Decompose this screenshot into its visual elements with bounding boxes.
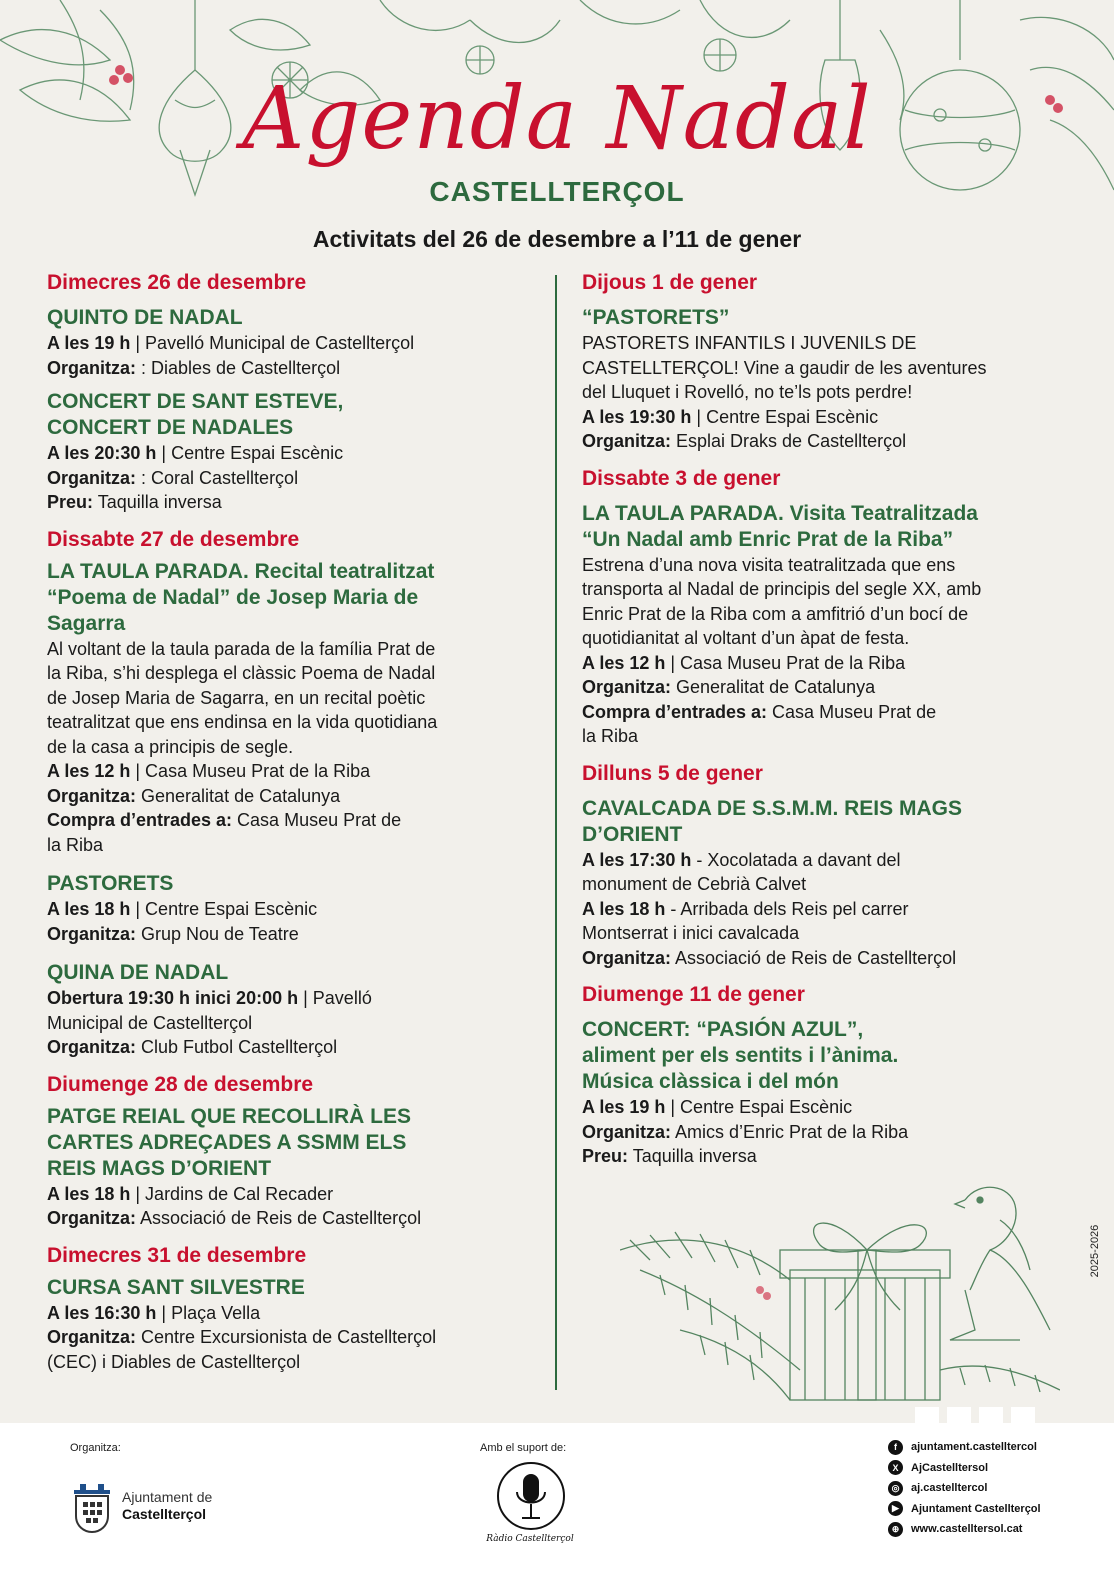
left-column	[47, 270, 537, 1374]
day-heading: Dimecres 26 de desembre	[47, 271, 307, 294]
event-organizer: Organitza: Grup Nou de Teatre	[47, 923, 299, 944]
event-time: A les 16:30 h | Plaça Vella	[47, 1302, 261, 1323]
social-youtube[interactable]: ▶ Ajuntament Castellterçol	[888, 1499, 1041, 1520]
social-links	[888, 1437, 1041, 1540]
event-organizer: Organitza: : Coral Castellterçol	[47, 467, 299, 488]
event-description: Estrena d’una nova visita teatralitzada que ens transporta al Nadal de principis del segle XX, amb Enric Prat de la Riba com a amfitrió d’un bocí de quotidianitat al voltant d’un àpat de festa.	[582, 554, 982, 648]
facebook-icon: f	[888, 1440, 903, 1455]
column-divider	[555, 275, 557, 1390]
event-organizer: Organitza: Associació de Reis de Castellterçol	[582, 947, 957, 968]
event-title: QUINTO DE NADAL	[47, 306, 243, 329]
radio-microphone-icon	[496, 1462, 566, 1534]
event-organizer: Organitza: Esplai Draks de Castellterçol	[582, 431, 907, 451]
event-time: Obertura 19:30 h inici 20:00 h | Pavelló Municipal de Castellterçol	[47, 988, 372, 1033]
white-block	[915, 1407, 939, 1423]
day-heading: Dilluns 5 de gener	[582, 761, 763, 785]
white-block	[979, 1407, 1003, 1423]
event-time: A les 19:30 h | Centre Espai Escènic	[582, 406, 879, 427]
event-description: Al voltant de la taula parada de la família Prat de la Riba, s’hi desplega el clàssic Poema de Nadal de Josep Maria de Sagarra, en un recital poètic teatralitzat que ens endinsa en la vida quotidiana de la casa a principis de segle.	[47, 638, 438, 757]
event-title: LA TAULA PARADA. Visita Teatralitzada “Un Nadal amb Enric Prat de la Riba”	[582, 501, 978, 551]
white-block	[947, 1407, 971, 1423]
event-time: A les 20:30 h | Centre Espai Escènic	[47, 443, 344, 463]
event-time: A les 12 h | Casa Museu Prat de la Riba	[582, 652, 906, 673]
poster-subtitle: CASTELLTERÇOL	[429, 176, 685, 207]
coat-of-arms-icon	[70, 1478, 114, 1534]
event-organizer: Organitza: : Diables de Castellterçol	[47, 357, 341, 378]
event-time: A les 18 h - Arribada dels Reis pel carrer Montserrat i inici cavalcada	[582, 898, 909, 943]
event-title: CURSA SANT SILVESTRE	[47, 1275, 305, 1299]
event-title: PATGE REIAL QUE RECOLLIRÀ LES CARTES ADREÇADES A SSMM ELS REIS MAGS D’ORIENT	[47, 1104, 412, 1180]
event-tickets: Compra d’entrades a: Casa Museu Prat de la Riba	[582, 701, 937, 746]
social-x[interactable]: X AjCastelltersol	[888, 1458, 1041, 1479]
event-organizer: Organitza: Club Futbol Castellterçol	[47, 1037, 338, 1057]
white-block	[1011, 1407, 1035, 1423]
event-time: A les 18 h | Centre Espai Escènic	[47, 899, 318, 919]
event-title: PASTORETS	[47, 872, 174, 895]
event-time: A les 19 h | Centre Espai Escènic	[582, 1097, 853, 1117]
ajuntament-name-line2: Castellterçol	[122, 1506, 207, 1522]
social-instagram[interactable]: ◎ aj.castelltercol	[888, 1478, 1041, 1499]
poster-title: Agenda Nadal	[242, 69, 872, 169]
event-description: PASTORETS INFANTILS I JUVENILS DE CASTELLTERÇOL! Vine a gaudir de les aventures del Lluquet i Rovelló, no te’ls pots perdre!	[582, 333, 987, 402]
ajuntament-logo	[70, 1478, 212, 1534]
ajuntament-name-line1: Ajuntament de	[122, 1489, 213, 1505]
event-organizer: Organitza: Associació de Reis de Castellterçol	[47, 1208, 422, 1228]
right-column	[582, 270, 1072, 1169]
event-title: CAVALCADA DE S.S.M.M. REIS MAGS D’ORIENT	[582, 796, 962, 846]
radio-name: Ràdio Castellterçol	[486, 1534, 574, 1544]
instagram-icon: ◎	[888, 1481, 903, 1496]
event-time: A les 12 h | Casa Museu Prat de la Riba	[47, 761, 371, 781]
day-heading: Dijous 1 de gener	[582, 271, 758, 294]
social-website[interactable]: ⊕ www.castelltersol.cat	[888, 1519, 1041, 1540]
gift-bird-illustration	[620, 1170, 1060, 1410]
youtube-icon: ▶	[888, 1501, 903, 1516]
day-heading: Dissabte 27 de desembre	[47, 527, 300, 551]
event-title: QUINA DE NADAL	[47, 961, 229, 984]
event-time: A les 19 h | Pavelló Municipal de Castellterçol	[47, 333, 415, 353]
date-range: Activitats del 26 de desembre a l’11 de gener	[312, 226, 802, 252]
event-title: LA TAULA PARADA. Recital teatralitzat “Poema de Nadal” de Josep Maria de Sagarra	[47, 559, 435, 635]
day-heading: Diumenge 28 de desembre	[47, 1072, 314, 1096]
social-facebook[interactable]: f ajuntament.castelltercol	[888, 1437, 1041, 1458]
event-organizer: Organitza: Amics d’Enric Prat de la Riba	[582, 1121, 909, 1142]
day-heading: Diumenge 11 de gener	[582, 983, 805, 1006]
day-heading: Dimecres 31 de desembre	[47, 1243, 307, 1267]
event-price: Preu: Taquilla inversa	[582, 1146, 757, 1166]
event-price: Preu: Taquilla inversa	[47, 492, 222, 512]
event-title: “PASTORETS”	[582, 306, 730, 329]
support-label: Amb el suport de:	[480, 1442, 567, 1454]
event-organizer: Organitza: Centre Excursionista de Castellterçol (CEC) i Diables de Castellterçol	[47, 1327, 437, 1372]
globe-icon: ⊕	[888, 1522, 903, 1537]
day-heading: Dissabte 3 de gener	[582, 466, 781, 490]
event-time: A les 18 h | Jardins de Cal Recader	[47, 1183, 334, 1204]
event-organizer: Organitza: Generalitat de Catalunya	[47, 785, 341, 806]
event-tickets: Compra d’entrades a: Casa Museu Prat de la Riba	[47, 810, 402, 855]
year-label: 2025-2026	[1089, 1224, 1101, 1278]
event-title: CONCERT: “PASIÓN AZUL”, aliment per els sentits i l’ànima. Música clàssica i del món	[582, 1018, 899, 1093]
event-organizer: Organitza: Generalitat de Catalunya	[582, 677, 876, 697]
x-icon: X	[888, 1460, 903, 1475]
white-blocks	[915, 1407, 1035, 1423]
organizer-label: Organitza:	[70, 1442, 121, 1454]
event-time: A les 17:30 h - Xocolatada a davant del monument de Cebrià Calvet	[582, 849, 901, 894]
event-title: CONCERT DE SANT ESTEVE, CONCERT DE NADALES	[47, 390, 344, 439]
